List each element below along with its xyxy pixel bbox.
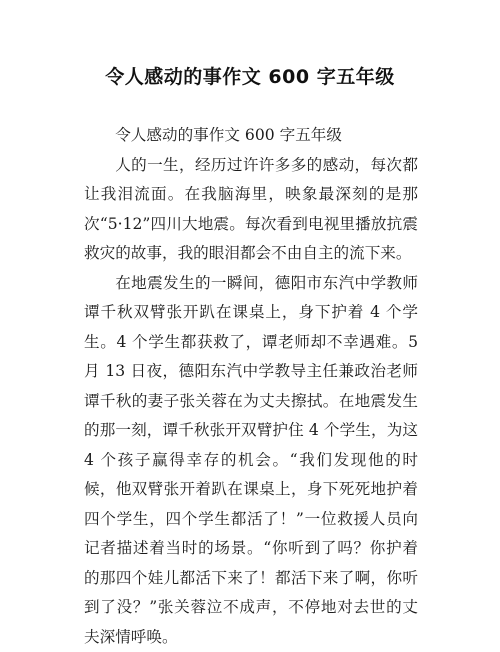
document-title: 令人感动的事作文 600 字五年级 — [0, 62, 500, 89]
document-body — [84, 121, 418, 652]
paragraph: 令人感动的事作文 600 字五年级 — [84, 121, 418, 151]
paragraph: 人的一生，经历过许许多多的感动，每次都让我泪流面。在我脑海里，映象最深刻的是那次“5·12”四川大地震。每次看到电视里播放抗震救灾的故事，我的眼泪都会不由自主的流下来。 — [84, 151, 418, 269]
paragraph: 在地震发生的一瞬间，德阳市东汽中学教师谭千秋双臂张开趴在课桌上，身下护着 4 个学生。4 个学生都获救了，谭老师却不幸遇难。5 月 13 日夜，德阳东汽中学教导主任兼政治老师谭千秋的妻子张关蓉在为丈夫擦拭。在地震发生的那一刻，谭千秋张开双臂护住 4 个学生，为这 4 个孩子赢得幸存的机会。“我们发现他的时候，他双臂张开着趴在课桌上，身下死死地护着四个学生，四个学生都活了！”一位救援人员向记者描述着当时的场景。“你听到了吗？你护着的那四个娃儿都活下来了！都活下来了啊，你听到了没？”张关蓉泣不成声，不停地对去世的丈夫深情呼唤。 — [84, 269, 418, 652]
